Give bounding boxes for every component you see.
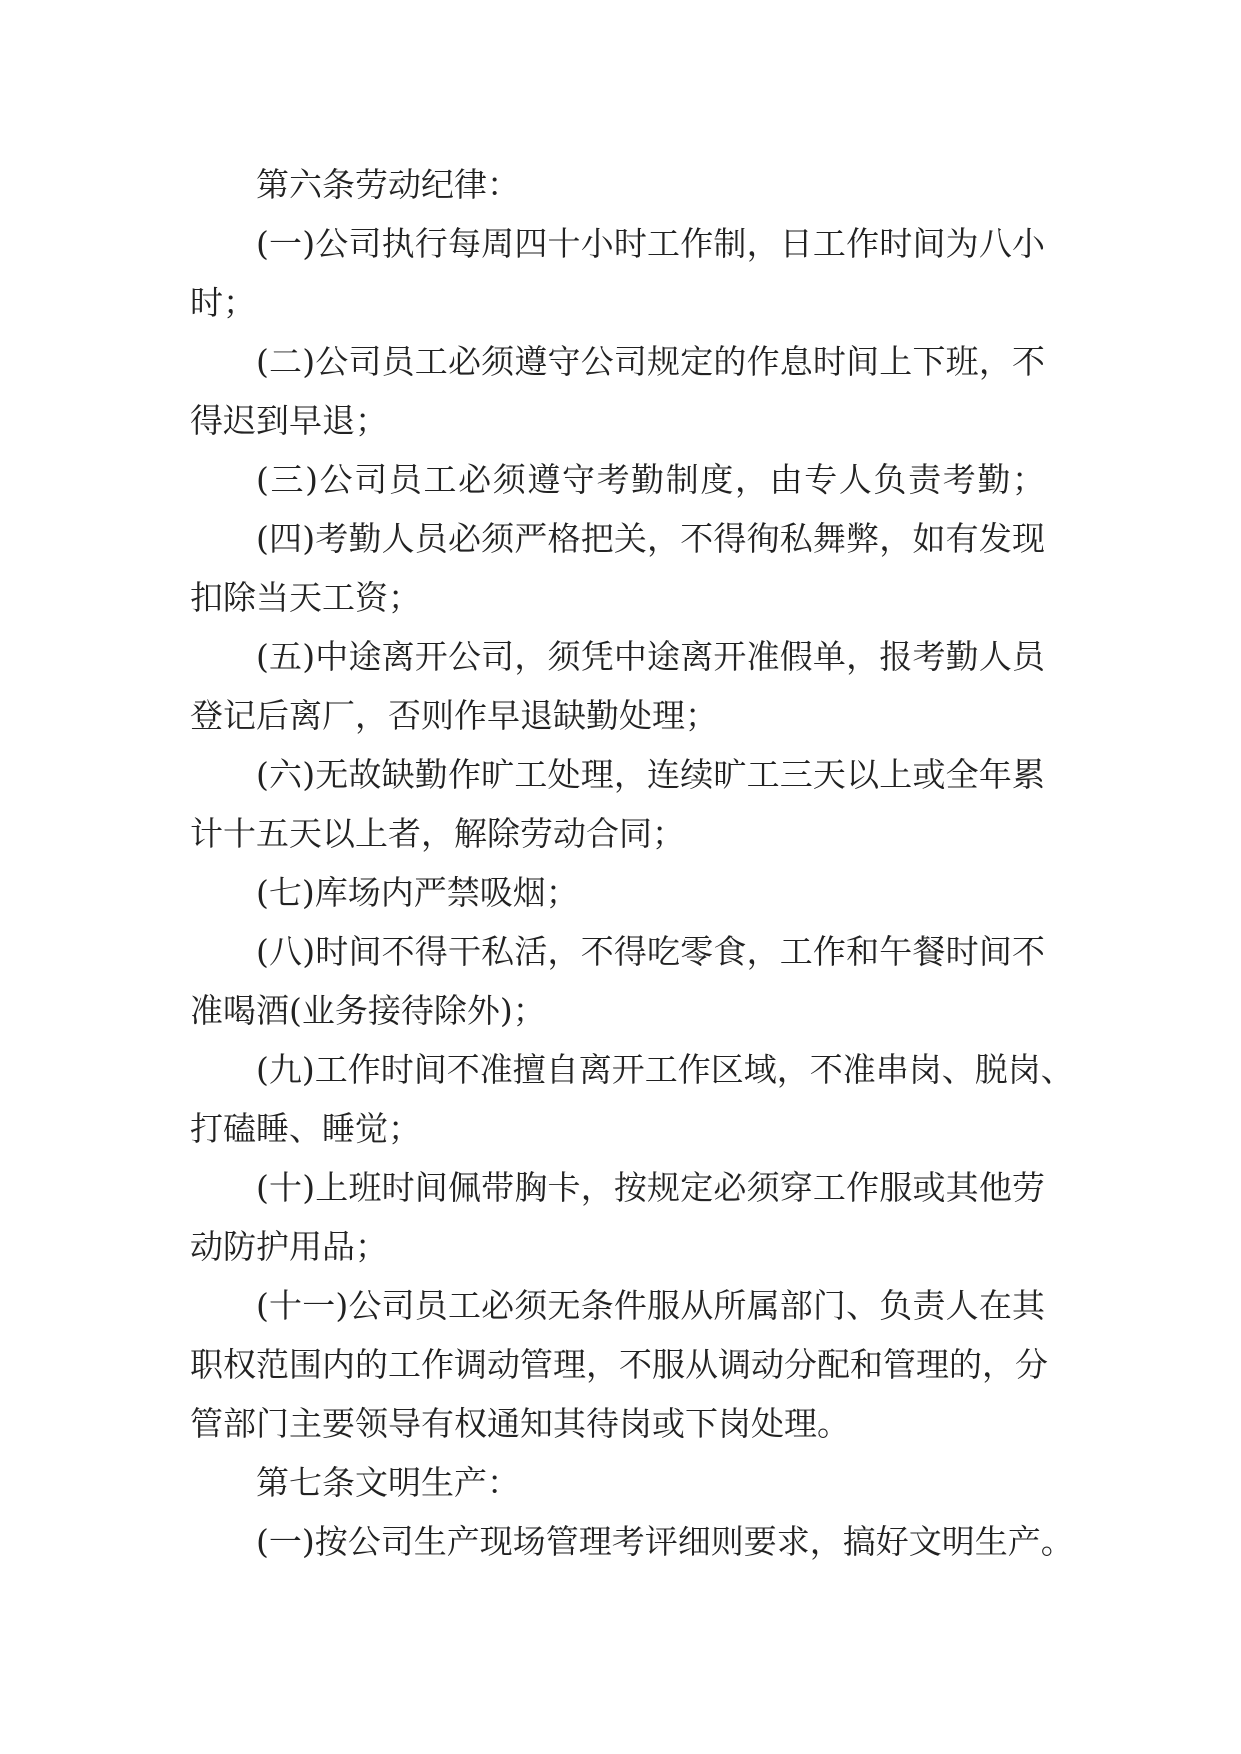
text-line: (一)按公司生产现场管理考评细则要求，搞好文明生产。 [256, 1522, 1074, 1561]
text-line: 得迟到早退； [190, 401, 388, 440]
text-line: 准喝酒(业务接待除外)； [190, 991, 546, 1030]
text-line: (十)上班时间佩带胸卡，按规定必须穿工作服或其他劳 [256, 1168, 1045, 1207]
text-line: 时； [190, 283, 256, 322]
text-line: 登记后离厂，否则作早退缺勤处理； [190, 696, 718, 735]
text-line: 管部门主要领导有权通知其待岗或下岗处理。 [190, 1404, 850, 1443]
text-line: (七)库场内严禁吸烟； [256, 873, 579, 912]
text-line: (三)公司员工必须遵守考勤制度，由专人负责考勤； [256, 460, 1045, 499]
text-line: (一)公司执行每周四十小时工作制，日工作时间为八小 [256, 224, 1045, 263]
text-line: 第六条劳动纪律： [256, 165, 520, 204]
text-line: 计十五天以上者，解除劳动合同； [190, 814, 685, 853]
text-line: (十一)公司员工必须无条件服从所属部门、负责人在其 [256, 1286, 1045, 1325]
text-line: (六)无故缺勤作旷工处理，连续旷工三天以上或全年累 [256, 755, 1045, 794]
document-body [190, 155, 1074, 1571]
text-line: 打磕睡、睡觉； [190, 1109, 421, 1148]
text-line: 动防护用品； [190, 1227, 388, 1266]
text-line: (五)中途离开公司，须凭中途离开准假单，报考勤人员 [256, 637, 1045, 676]
text-line: (八)时间不得干私活，不得吃零食，工作和午餐时间不 [256, 932, 1045, 971]
text-line: (四)考勤人员必须严格把关，不得徇私舞弊，如有发现 [256, 519, 1045, 558]
text-line: 扣除当天工资； [190, 578, 421, 617]
text-line: (二)公司员工必须遵守公司规定的作息时间上下班，不 [256, 342, 1045, 381]
text-line: (九)工作时间不准擅自离开工作区域，不准串岗、脱岗、 [256, 1050, 1074, 1089]
text-line: 职权范围内的工作调动管理，不服从调动分配和管理的，分 [190, 1345, 1048, 1384]
text-line: 第七条文明生产： [256, 1463, 520, 1502]
